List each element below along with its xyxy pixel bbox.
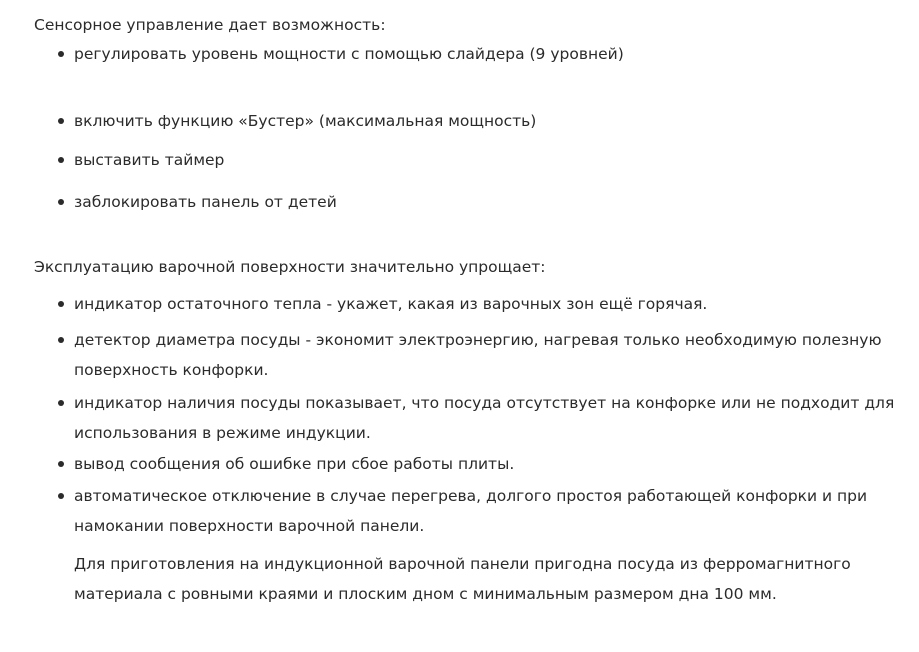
list-item-text: регулировать уровень мощности с помощью слайдера (9 уровней): [74, 45, 624, 63]
list-item: [58, 289, 910, 319]
list-item: [58, 187, 910, 217]
bullet-icon: [58, 51, 64, 57]
list-item-text: детектор диаметра посуды - экономит электроэнергию, нагревая только необходимую полезную поверхность конфорки.: [74, 331, 882, 379]
bullet-icon: [58, 461, 64, 467]
bullet-icon: [58, 301, 64, 307]
list-item-text: вывод сообщения об ошибке при сбое работы плиты.: [74, 455, 515, 473]
bullet-icon: [58, 493, 64, 499]
intro-paragraph: Сенсорное управление дает возможность:: [34, 16, 386, 34]
features-paragraph: Эксплуатацию варочной поверхности значительно упрощает:: [34, 258, 546, 276]
list-item-text: заблокировать панель от детей: [74, 193, 337, 211]
bullet-icon: [58, 118, 64, 124]
list-item-text: выставить таймер: [74, 151, 225, 169]
list-item-text: включить функцию «Бустер» (максимальная мощность): [74, 112, 537, 130]
list-item-text: индикатор остаточного тепла - укажет, какая из варочных зон ещё горячая.: [74, 295, 708, 313]
cookware-note: Для приготовления на индукционной варочной панели пригодна посуда из ферромагнитного материала с ровными краями и плоским дном с минимальным размером дна 100 мм.: [74, 555, 851, 603]
list-item: [58, 106, 910, 136]
list-item: [58, 481, 910, 541]
bullet-icon: [58, 199, 64, 205]
bullet-icon: [58, 337, 64, 343]
list-item: [58, 388, 910, 448]
list-item-text: автоматическое отключение в случае перегрева, долгого простоя работающей конфорки и при намокании поверхности варочной панели.: [74, 487, 868, 535]
list-item: [58, 449, 910, 479]
list-item: [58, 39, 910, 69]
list-item-text: индикатор наличия посуды показывает, что посуда отсутствует на конфорке или не подходит для использования в режиме индукции.: [74, 394, 895, 442]
bullet-icon: [58, 400, 64, 406]
list-item: [58, 325, 910, 385]
list-item: [58, 145, 910, 175]
bullet-icon: [58, 157, 64, 163]
